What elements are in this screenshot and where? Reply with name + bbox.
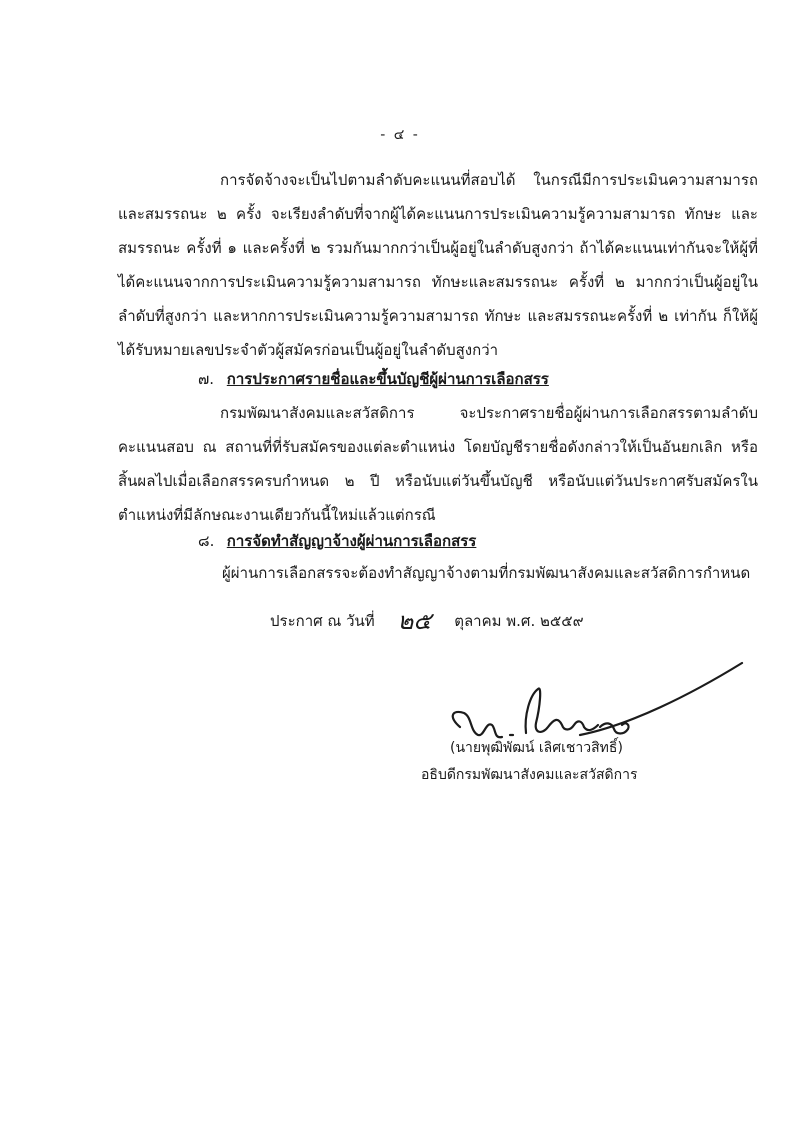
- announcement-date-line: [270, 604, 584, 638]
- signer-title: อธิบดีกรมพัฒนาสังคมและสวัสดิการ: [421, 767, 638, 783]
- eligibility-paragraph: [118, 163, 758, 367]
- announcement-month-year: ตุลาคม พ.ศ. ๒๕๕๙: [454, 612, 584, 630]
- announcement-day-handwritten: ๒๕: [397, 607, 432, 635]
- section-7-title: การประกาศรายชื่อและขึ้นบัญชีผู้ผ่านการเลือกสรร: [226, 370, 549, 388]
- page-number: - ๔ -: [380, 127, 420, 143]
- section-8-heading: [198, 524, 476, 558]
- eligibility-paragraph-text: การจัดจ้างจะเป็นไปตามลำดับคะแนนที่สอบได้ ในกรณีมีการประเมินความสามารถและสมรรถนะ ๒ ครั้ง จะเรียงลำดับที่จากผู้ได้คะแนนการประเมินความรู้ความสามารถ ทักษะ และสมรรถนะ ครั้งที่ ๑ และครั้งที่ ๒ รวมกันมากกว่าเป็นผู้อยู่ในลำดับสูงกว่า ถ้าได้คะแนนเท่ากันจะให้ผู้ที่ได้คะแนนจากการประเมินความรู้ความสามารถ ทักษะและสมรรถนะ ครั้งที่ ๒ มากกว่าเป็นผู้อยู่ในลำดับที่สูงกว่า และหากการประเมินความรู้ความสามารถ ทักษะ และสมรรถนะครั้งที่ ๒ เท่ากัน ก็ให้ผู้ได้รับหมายเลขประจำตัวผู้สมัครก่อนเป็นผู้อยู่ในลำดับสูงกว่า: [118, 171, 758, 359]
- section-7-number: ๗.: [198, 370, 215, 388]
- signer-name: (นายพุฒิพัฒน์ เลิศเชาวสิทธิ์): [450, 740, 623, 756]
- section-7-heading: [198, 362, 549, 396]
- section-8-body: ผู้ผ่านการเลือกสรรจะต้องทำสัญญาจ้างตามที่กรมพัฒนาสังคมและสวัสดิการกำหนด: [222, 564, 751, 582]
- announcement-prefix: ประกาศ ณ วันที่: [270, 612, 375, 630]
- section-8-number: ๘.: [198, 532, 215, 550]
- section-7-body: [118, 396, 758, 532]
- section-8-title: การจัดทำสัญญาจ้างผู้ผ่านการเลือกสรร: [226, 532, 477, 550]
- section-7-body-text: กรมพัฒนาสังคมและสวัสดิการ จะประกาศรายชื่อผู้ผ่านการเลือกสรรตามลำดับคะแนนสอบ ณ สถานที่ที่รับสมัครของแต่ละตำแหน่ง โดยบัญชีรายชื่อดังกล่าวให้เป็นอันยกเลิก หรือสิ้นผลไปเมื่อเลือกสรรครบกำหนด ๒ ปี หรือนับแต่วันขึ้นบัญชี หรือนับแต่วันประกาศรับสมัครในตำแหน่งที่มีลักษณะงานเดียวกันนี้ใหม่แล้วแต่กรณี: [118, 404, 758, 524]
